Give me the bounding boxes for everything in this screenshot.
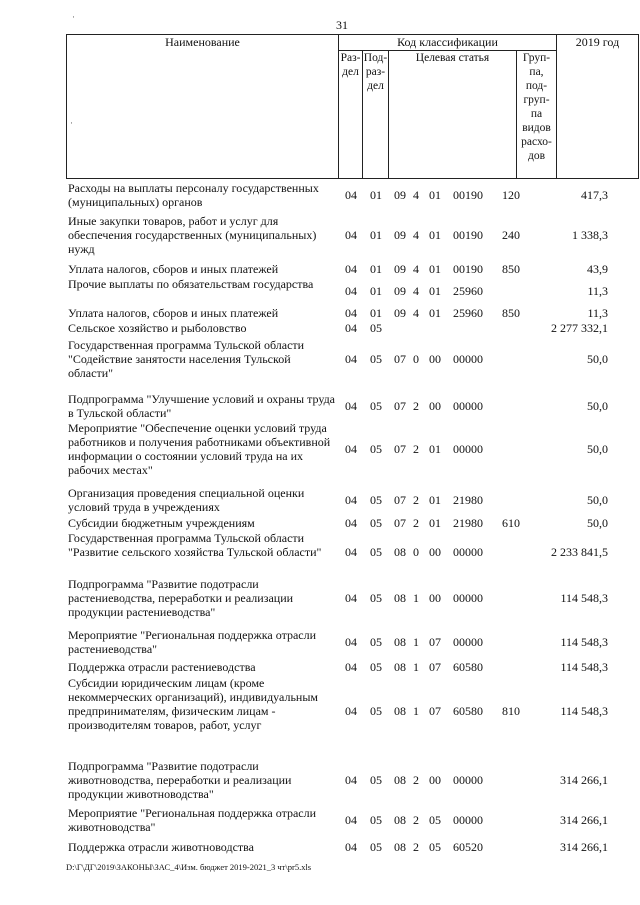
code-pp: 2 <box>413 840 419 854</box>
row-amount: 314 266,1 <box>560 813 608 827</box>
code-np: 60520 <box>453 840 483 854</box>
code-pp: 1 <box>413 591 419 605</box>
row-name: Субсидии юридическим лицам (кроме некоммерческих организаций), индивидуальным предпринимателям, физическим лицам - производителям товаров, работ, услуг <box>68 676 318 732</box>
code-np: 00000 <box>453 442 483 456</box>
code-pp: 1 <box>413 704 419 718</box>
code-podr: 05 <box>370 635 382 649</box>
code-prg: 09 <box>394 284 406 298</box>
code-podr: 05 <box>370 660 382 674</box>
row-name: Прочие выплаты по обязательствам государства <box>68 277 314 291</box>
row-amount: 114 548,3 <box>560 660 608 674</box>
code-razd: 04 <box>345 262 357 276</box>
header-name: Наименование <box>67 35 339 179</box>
row-name: Поддержка отрасли животноводства <box>68 840 254 854</box>
code-me: 07 <box>429 704 441 718</box>
code-me: 00 <box>429 591 441 605</box>
code-np: 60580 <box>453 704 483 718</box>
code-vr: 610 <box>502 516 520 530</box>
page-number: 31 <box>336 18 348 32</box>
code-razd: 04 <box>345 813 357 827</box>
code-prg: 08 <box>394 773 406 787</box>
header-year: 2019 год <box>557 35 639 179</box>
row-amount: 2 277 332,1 <box>551 321 608 335</box>
row-name: Субсидии бюджетным учреждениям <box>68 516 255 530</box>
row-name: Подпрограмма "Развитие подотрасли животноводства, переработки и реализации продукции животноводства" <box>68 759 292 801</box>
code-me: 07 <box>429 635 441 649</box>
row-amount: 114 548,3 <box>560 704 608 718</box>
code-me: 05 <box>429 813 441 827</box>
code-np: 60580 <box>453 660 483 674</box>
code-razd: 04 <box>345 442 357 456</box>
row-name: Уплата налогов, сборов и иных платежей <box>68 262 279 276</box>
code-pp: 2 <box>413 399 419 413</box>
code-me: 00 <box>429 399 441 413</box>
row-name: Организация проведения специальной оценки условий труда в учреждениях <box>68 486 305 514</box>
code-razd: 04 <box>345 188 357 202</box>
row-name: Мероприятие "Региональная поддержка отрасли животноводства" <box>68 806 317 834</box>
code-prg: 07 <box>394 493 406 507</box>
row-amount: 314 266,1 <box>560 773 608 787</box>
code-razd: 04 <box>345 545 357 559</box>
row-amount: 314 266,1 <box>560 840 608 854</box>
code-pp: 0 <box>413 352 419 366</box>
code-pp: 4 <box>413 284 419 298</box>
code-podr: 05 <box>370 442 382 456</box>
row-amount: 50,0 <box>587 442 608 456</box>
code-np: 00000 <box>453 591 483 605</box>
scan-speck: · <box>72 12 75 22</box>
code-prg: 08 <box>394 704 406 718</box>
code-me: 01 <box>429 306 441 320</box>
code-me: 00 <box>429 545 441 559</box>
code-pp: 2 <box>413 516 419 530</box>
code-me: 05 <box>429 840 441 854</box>
code-razd: 04 <box>345 284 357 298</box>
row-amount: 11,3 <box>587 284 608 298</box>
code-podr: 05 <box>370 321 382 335</box>
code-podr: 05 <box>370 516 382 530</box>
row-amount: 50,0 <box>587 516 608 530</box>
code-me: 01 <box>429 262 441 276</box>
code-np: 00000 <box>453 635 483 649</box>
code-np: 00190 <box>453 228 483 242</box>
code-pp: 0 <box>413 545 419 559</box>
code-razd: 04 <box>345 516 357 530</box>
code-prg: 07 <box>394 516 406 530</box>
code-razd: 04 <box>345 352 357 366</box>
row-name: Государственная программа Тульской области "Содействие занятости населения Тульской области" <box>68 338 305 380</box>
row-amount: 1 338,3 <box>572 228 608 242</box>
code-prg: 09 <box>394 228 406 242</box>
row-name: Расходы на выплаты персоналу государственных (муниципальных) органов <box>68 181 319 209</box>
code-razd: 04 <box>345 840 357 854</box>
code-prg: 07 <box>394 399 406 413</box>
row-amount: 50,0 <box>587 352 608 366</box>
code-np: 00000 <box>453 399 483 413</box>
header-code: Код классификации <box>339 35 557 51</box>
code-podr: 01 <box>370 262 382 276</box>
code-podr: 01 <box>370 228 382 242</box>
code-pp: 4 <box>413 228 419 242</box>
code-razd: 04 <box>345 591 357 605</box>
code-razd: 04 <box>345 228 357 242</box>
code-podr: 05 <box>370 591 382 605</box>
row-amount: 417,3 <box>581 188 608 202</box>
code-me: 07 <box>429 660 441 674</box>
code-vr: 120 <box>502 188 520 202</box>
code-me: 01 <box>429 516 441 530</box>
code-prg: 09 <box>394 188 406 202</box>
code-np: 21980 <box>453 516 483 530</box>
code-podr: 05 <box>370 399 382 413</box>
header-target: Целевая статья <box>389 51 517 179</box>
code-pp: 4 <box>413 306 419 320</box>
code-pp: 1 <box>413 635 419 649</box>
code-me: 01 <box>429 188 441 202</box>
row-name: Иные закупки товаров, работ и услуг для обеспечения государственных (муниципальных) нужд <box>68 214 317 256</box>
row-amount: 11,3 <box>587 306 608 320</box>
row-amount: 114 548,3 <box>560 591 608 605</box>
code-podr: 05 <box>370 704 382 718</box>
code-razd: 04 <box>345 660 357 674</box>
row-name: Поддержка отрасли растениеводства <box>68 660 256 674</box>
code-me: 00 <box>429 352 441 366</box>
row-name: Сельское хозяйство и рыболовство <box>68 321 247 335</box>
code-pp: 2 <box>413 493 419 507</box>
code-podr: 01 <box>370 188 382 202</box>
code-pp: 4 <box>413 262 419 276</box>
code-prg: 09 <box>394 262 406 276</box>
file-path-footer: D:\Г\ДГ\2019\ЗАКОНЫ\ЗАС_4\Изм. бюджет 2019-2021_3 чт\pr5.xls <box>66 862 312 872</box>
code-podr: 05 <box>370 493 382 507</box>
code-prg: 09 <box>394 306 406 320</box>
code-me: 01 <box>429 442 441 456</box>
row-name: Мероприятие "Обеспечение оценки условий труда работников и получения работниками объективной информации о состоянии условий труда на их рабочих местах" <box>68 421 331 477</box>
code-np: 25960 <box>453 284 483 298</box>
code-prg: 07 <box>394 442 406 456</box>
row-amount: 50,0 <box>587 399 608 413</box>
code-prg: 07 <box>394 352 406 366</box>
code-np: 00000 <box>453 813 483 827</box>
code-pp: 2 <box>413 813 419 827</box>
code-np: 00000 <box>453 545 483 559</box>
code-podr: 05 <box>370 773 382 787</box>
code-np: 00000 <box>453 773 483 787</box>
code-me: 00 <box>429 773 441 787</box>
code-pp: 2 <box>413 773 419 787</box>
row-amount: 114 548,3 <box>560 635 608 649</box>
code-np: 21980 <box>453 493 483 507</box>
row-name: Мероприятие "Региональная поддержка отрасли растениеводства" <box>68 628 317 656</box>
scan-speck: · <box>70 118 73 128</box>
code-razd: 04 <box>345 399 357 413</box>
code-podr: 05 <box>370 352 382 366</box>
code-prg: 08 <box>394 545 406 559</box>
code-prg: 08 <box>394 635 406 649</box>
code-me: 01 <box>429 493 441 507</box>
code-np: 25960 <box>453 306 483 320</box>
code-vr: 810 <box>502 704 520 718</box>
code-me: 01 <box>429 284 441 298</box>
header-podrazdel: Под- раз- дел <box>363 51 389 179</box>
code-podr: 05 <box>370 545 382 559</box>
code-prg: 08 <box>394 813 406 827</box>
row-amount: 50,0 <box>587 493 608 507</box>
row-name: Подпрограмма "Развитие подотрасли растениеводства, переработки и реализации продукции растениеводства" <box>68 577 294 619</box>
code-me: 01 <box>429 228 441 242</box>
code-vr: 850 <box>502 262 520 276</box>
code-prg: 08 <box>394 660 406 674</box>
code-vr: 240 <box>502 228 520 242</box>
row-amount: 43,9 <box>587 262 608 276</box>
code-razd: 04 <box>345 704 357 718</box>
row-amount: 2 233 841,5 <box>551 545 608 559</box>
code-pp: 1 <box>413 660 419 674</box>
row-name: Государственная программа Тульской области "Развитие сельского хозяйства Тульской области" <box>68 531 322 559</box>
code-vr: 850 <box>502 306 520 320</box>
code-razd: 04 <box>345 306 357 320</box>
code-podr: 01 <box>370 284 382 298</box>
code-np: 00190 <box>453 188 483 202</box>
code-razd: 04 <box>345 773 357 787</box>
code-razd: 04 <box>345 321 357 335</box>
header-group: Груп- па, под- груп- па видов расхо- дов <box>517 51 557 179</box>
code-podr: 05 <box>370 813 382 827</box>
code-podr: 01 <box>370 306 382 320</box>
code-pp: 2 <box>413 442 419 456</box>
code-prg: 08 <box>394 840 406 854</box>
code-np: 00000 <box>453 352 483 366</box>
code-prg: 08 <box>394 591 406 605</box>
row-name: Уплата налогов, сборов и иных платежей <box>68 306 279 320</box>
code-razd: 04 <box>345 493 357 507</box>
header-razdel: Раз- дел <box>339 51 363 179</box>
code-razd: 04 <box>345 635 357 649</box>
row-name: Подпрограмма "Улучшение условий и охраны труда в Тульской области" <box>68 392 335 420</box>
code-np: 00190 <box>453 262 483 276</box>
code-podr: 05 <box>370 840 382 854</box>
code-pp: 4 <box>413 188 419 202</box>
